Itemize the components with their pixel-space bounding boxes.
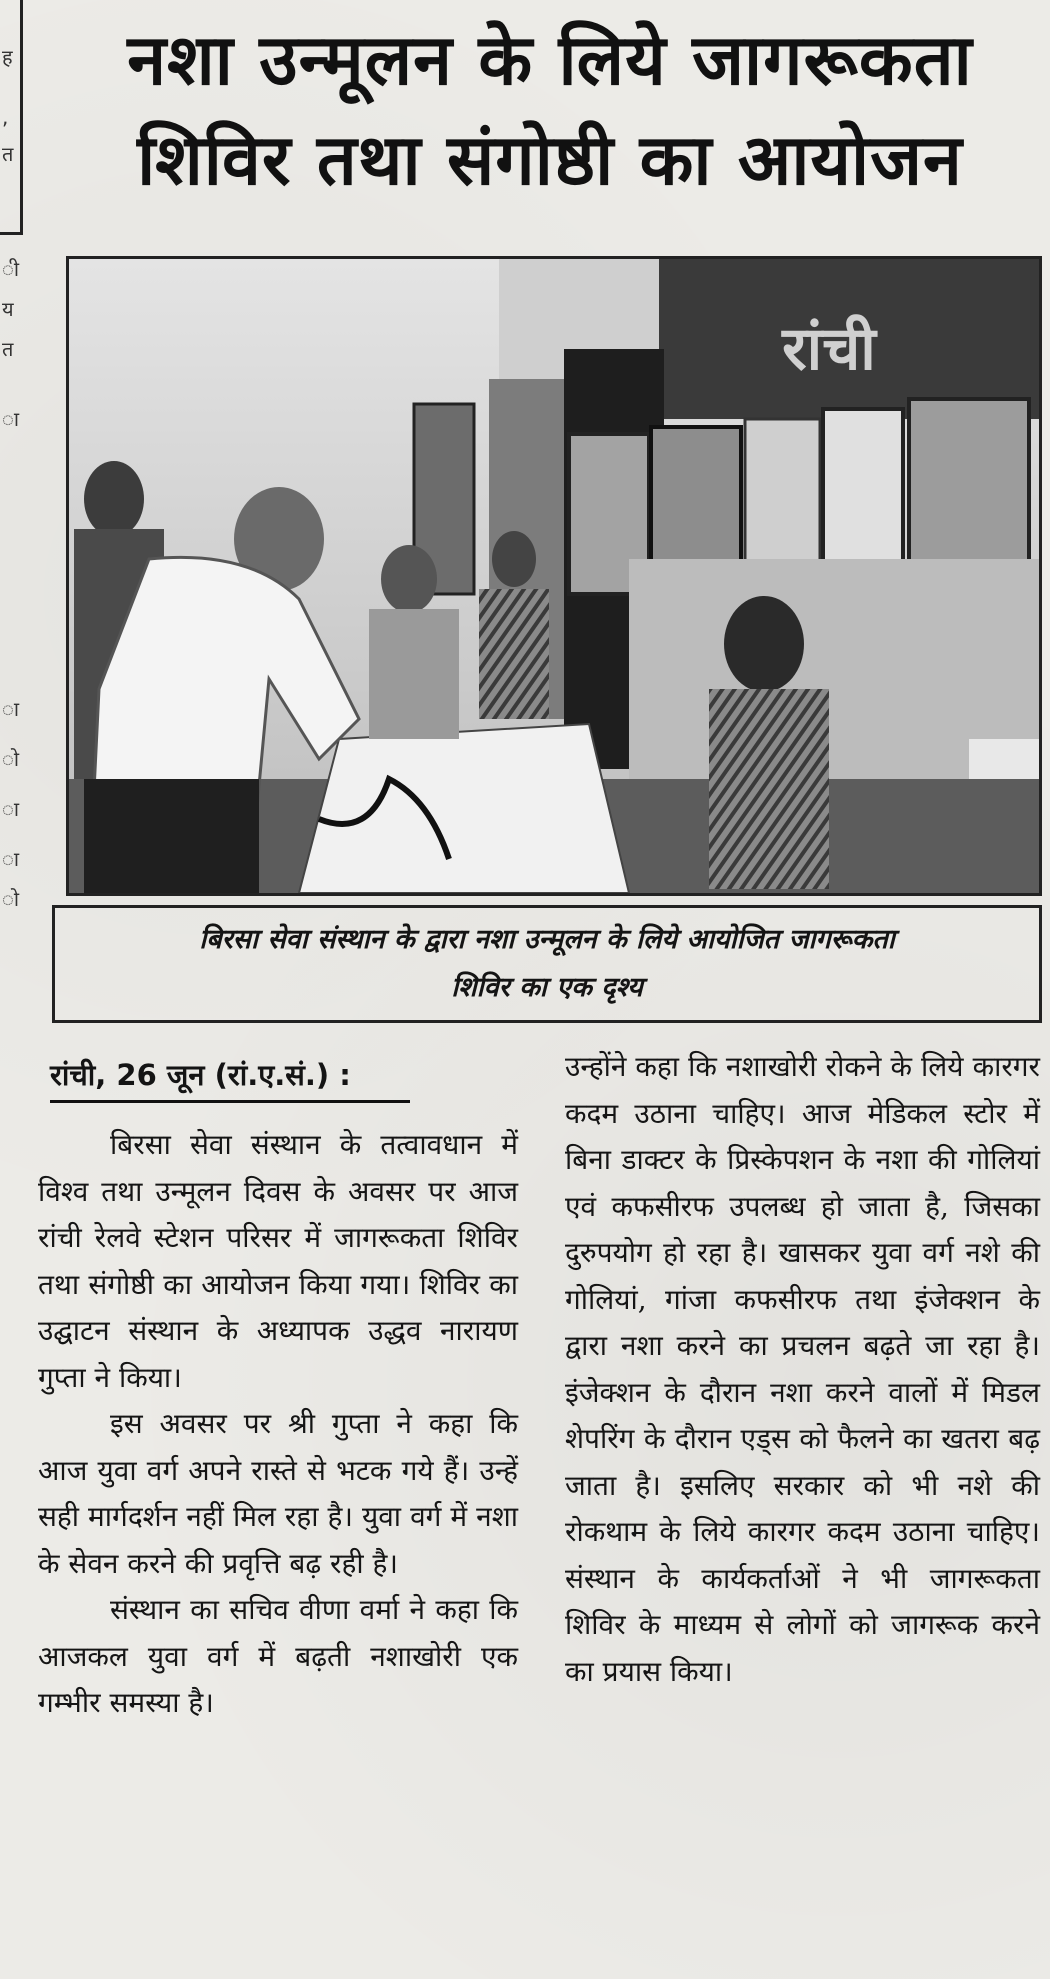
margin-fragment: त: [2, 142, 14, 166]
margin-fragment: ो: [2, 887, 20, 911]
article-column-right: [565, 1044, 1040, 1695]
caption-line-2: शिविर का एक दृश्य: [451, 972, 643, 1003]
margin-fragment: ,: [2, 105, 9, 129]
article-paragraph: इस अवसर पर श्री गुप्ता ने कहा कि आज युवा वर्ग अपने रास्ते से भटक गये हैं। उन्हें सही मार्गदर्शन नहीं मिल रहा है। युवा वर्ग में नशा के सेवन करने की प्रवृत्ति बढ़ रही है।: [38, 1407, 518, 1580]
poster: [745, 419, 820, 569]
seated-person: [724, 596, 804, 692]
headline: [60, 10, 1040, 210]
margin-fragment: य: [2, 297, 14, 321]
margin-fragment: ा: [2, 847, 20, 871]
adjacent-column-fragment: [0, 0, 22, 1979]
margin-fragment: ा: [2, 697, 20, 721]
margin-fragment: ी: [2, 257, 20, 281]
margin-fragment: ा: [2, 407, 20, 431]
margin-fragment: ो: [2, 747, 20, 771]
photo-illustration: [69, 259, 1039, 893]
article-column-left: [38, 1122, 518, 1727]
photo-caption: [52, 905, 1042, 1023]
banner-text: रांची: [782, 314, 876, 384]
poster: [823, 409, 903, 579]
margin-fragment: ा: [2, 797, 20, 821]
article-paragraph: बिरसा सेवा संस्थान के तत्वावधान में विश्व तथा उन्मूलन दिवस के अवसर पर आज रांची रेलवे स्टेशन परिसर में जागरूकता शिविर तथा संगोष्ठी का आयोजन किया गया। शिविर का उद्घाटन संस्थान के अध्यापक उद्धव नारायण गुप्ता ने किया।: [38, 1128, 518, 1394]
table: [299, 724, 629, 893]
margin-fragment: ह: [2, 45, 13, 69]
caption-line-1: बिरसा सेवा संस्थान के द्वारा नशा उन्मूलन के लिये आयोजित जागरूकता: [199, 924, 895, 955]
article-paragraph: संस्थान का सचिव वीणा वर्मा ने कहा कि आजकल युवा वर्ग में बढ़ती नशाखोरी एक गम्भीर समस्या है।: [38, 1593, 518, 1719]
news-photo: [66, 256, 1042, 896]
article-paragraph: उन्होंने कहा कि नशाखोरी रोकने के लिये कारगर कदम उठाना चाहिए। आज मेडिकल स्टोर में बिना डाक्टर के प्रिस्केपशन के नशा की गोलियां एवं कफसीरफ उपलब्ध हो जाता है, जिसका दुरुपयोग हो रहा है। खासकर युवा वर्ग नशे की गोलियां, गांजा कफसीरफ तथा इंजेक्शन के द्वारा नशा करने का प्रचलन बढ़ते जा रहा है। इंजेक्शन के दौरान नशा करने वालों में मिडल शेपरिंग के दौरान एड्स को फैलने का खतरा बढ़ जाता है। इसलिए सरकार को भी नशे की रोकथाम के लिये कारगर कदम उठाना चाहिए। संस्थान के कार्यकर्ताओं ने भी जागरूकता शिविर के माध्यम से लोगों को जागरूक करने का प्रयास किया।: [565, 1050, 1040, 1688]
headline-line-2: शिविर तथा संगोष्ठी का आयोजन: [137, 119, 963, 201]
headline-line-1: नशा उन्मूलन के लिये जागरूकता: [127, 19, 973, 101]
dateline: रांची, 26 जून (रां.ए.सं.) :: [50, 1050, 410, 1103]
margin-fragment: त: [2, 337, 14, 361]
